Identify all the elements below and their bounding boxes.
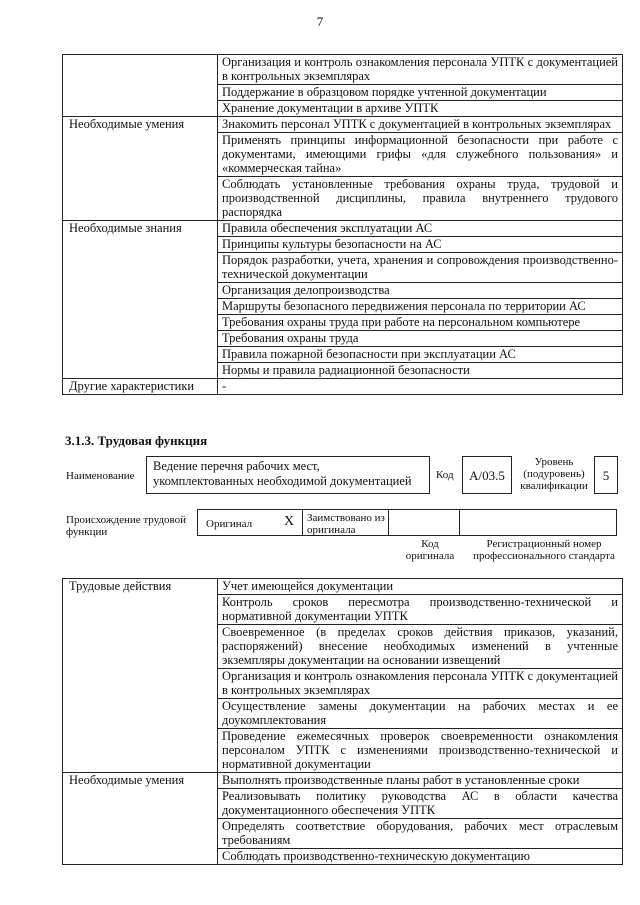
- code-original-caption: Код оригинала: [405, 538, 455, 562]
- row-item: Маршруты безопасного передвижения персонала по территории АС: [218, 299, 623, 315]
- row-item: Определять соответствие оборудования, рабочих мест отраслевым требованиям: [218, 819, 623, 849]
- reg-number-cell: [459, 509, 617, 536]
- table-row: [63, 773, 623, 789]
- origin-row: [197, 509, 617, 536]
- row-item: Реализовывать политику руководства АС в области качества документационного обеспечения УПТК: [218, 789, 623, 819]
- row-category: Необходимые знания: [63, 221, 218, 379]
- table-row: [63, 579, 623, 595]
- row-category: Необходимые умения: [63, 773, 218, 865]
- name-label: Наименование: [66, 470, 135, 482]
- row-item: Выполнять производственные планы работ в установленные сроки: [218, 773, 623, 789]
- section-title: 3.1.3. Трудовая функция: [65, 433, 208, 448]
- page-number: 7: [316, 14, 324, 29]
- borrowed-label: Заимствовано из оригинала: [307, 512, 385, 536]
- row-item: Правила обеспечения эксплуатации АС: [218, 221, 623, 237]
- origin-label: Происхождение трудовой функции: [66, 514, 187, 538]
- row-item: Требования охраны труда при работе на персональном компьютере: [218, 315, 623, 331]
- code-value-box: А/03.5: [462, 456, 512, 494]
- row-item: Хранение документации в архиве УПТК: [218, 101, 623, 117]
- row-item: Поддержание в образцовом порядке учтенной документации: [218, 85, 623, 101]
- reg-number-caption: Регистрационный номер профессионального стандарта: [473, 538, 615, 562]
- borrowed-cell: [302, 509, 389, 536]
- original-cell: [197, 509, 303, 536]
- row-item: Организация и контроль ознакомления персонала УПТК с документацией в контрольных экземплярах: [218, 55, 623, 85]
- row-item: Принципы культуры безопасности на АС: [218, 237, 623, 253]
- row-item: Знакомить персонал УПТК с документацией в контрольных экземплярах: [218, 117, 623, 133]
- level-value-box: 5: [594, 456, 618, 494]
- row-item: Контроль сроков пересмотра производственно-технической и нормативной документации УПТК: [218, 595, 623, 625]
- table-row: [63, 55, 623, 85]
- row-category: Трудовые действия: [63, 579, 218, 773]
- row-item: Правила пожарной безопасности при эксплуатации АС: [218, 347, 623, 363]
- function-name-box: Ведение перечня рабочих мест, укомплектованных необходимой документацией: [146, 456, 430, 494]
- row-item: Проведение ежемесячных проверок своевременности ознакомления персоналом УПТК с изменениями производственно-технической и нормативной документации: [218, 729, 623, 773]
- row-category: Другие характеристики: [63, 379, 218, 395]
- original-label: Оригинал: [206, 518, 253, 530]
- row-item: Соблюдать производственно-техническую документацию: [218, 849, 623, 865]
- row-item: Учет имеющейся документации: [218, 579, 623, 595]
- row-category: Необходимые умения: [63, 117, 218, 221]
- row-item: -: [218, 379, 623, 395]
- row-item: Требования охраны труда: [218, 331, 623, 347]
- original-mark: X: [284, 514, 295, 529]
- requirements-table-top: [62, 54, 623, 395]
- code-label: Код: [436, 469, 454, 481]
- row-item: Своевременное (в пределах сроков действия приказов, указаний, распоряжений) внесение необходимых изменений в учтенные экземпляры документации на основании извещений: [218, 625, 623, 669]
- row-item: Применять принципы информационной безопасности при работе с документами, имеющими грифы «для служебного пользования» и «коммерческая тайна»: [218, 133, 623, 177]
- row-category: [63, 55, 218, 117]
- row-item: Соблюдать установленные требования охраны труда, трудовой и производственной дисциплины, правила внутреннего трудового распорядка: [218, 177, 623, 221]
- table-row: [63, 379, 623, 395]
- level-label: Уровень (подуровень) квалификации: [520, 456, 588, 492]
- code-original-cell: [388, 509, 460, 536]
- requirements-table-bottom: [62, 578, 623, 865]
- row-item: Порядок разработки, учета, хранения и сопровождения производственно-технической документации: [218, 253, 623, 283]
- table-row: [63, 117, 623, 133]
- table-row: [63, 221, 623, 237]
- row-item: Организация и контроль ознакомления персонала УПТК с документацией в контрольных экземплярах: [218, 669, 623, 699]
- row-item: Осуществление замены документации на рабочих местах и ее доукомплектования: [218, 699, 623, 729]
- row-item: Организация делопроизводства: [218, 283, 623, 299]
- row-item: Нормы и правила радиационной безопасности: [218, 363, 623, 379]
